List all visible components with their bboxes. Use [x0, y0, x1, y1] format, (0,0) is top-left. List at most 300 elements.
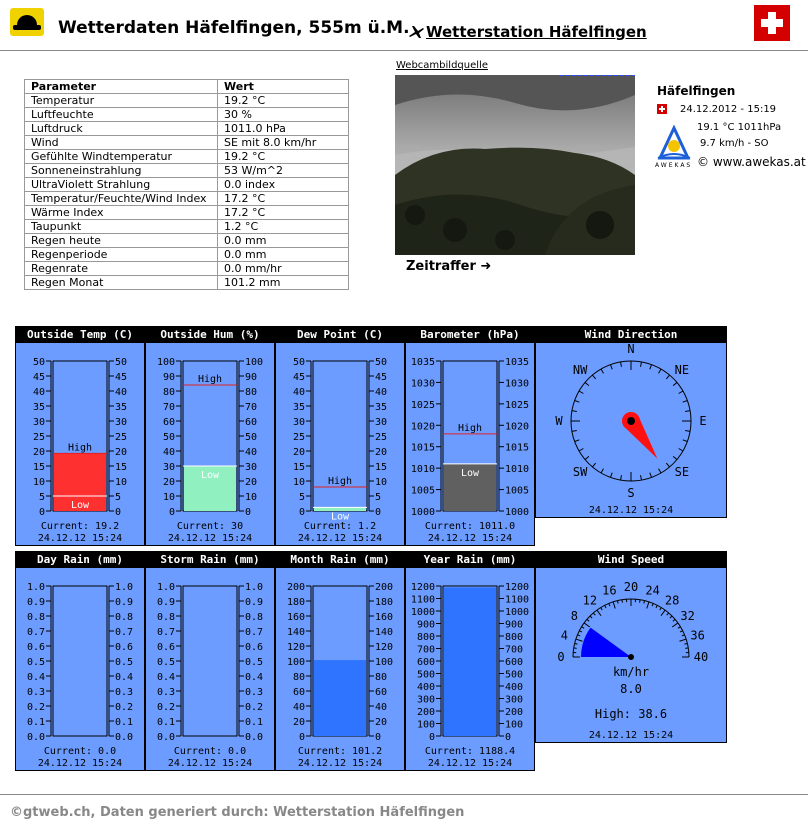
tick-label: 70	[162, 402, 175, 413]
gauge-tick-label: 36	[690, 628, 705, 643]
panel-title: Storm Rain (mm)	[146, 552, 274, 568]
current-value: Current: 1011.0	[424, 521, 516, 532]
barometer-panel	[405, 326, 535, 546]
low-label: Low	[460, 467, 480, 479]
table-row	[25, 136, 349, 150]
compass-tick	[575, 400, 580, 402]
gauge-tick-label: 16	[602, 583, 617, 598]
tick-label: 0.2	[156, 702, 175, 713]
current-value: Current: 0.0	[43, 746, 117, 757]
tick-label: 0.7	[26, 627, 45, 638]
tick-label: 1035	[410, 357, 435, 368]
barometer-chart	[406, 343, 534, 545]
gauge-tick-label: 0	[557, 650, 565, 664]
station-link-label[interactable]: Wetterstation Häfelfingen	[426, 23, 647, 41]
datetime-label: 24.12.12 15:24	[37, 533, 123, 544]
tick-label: 180	[375, 597, 394, 608]
station-link[interactable]	[408, 23, 647, 41]
value-cell: 30 %	[218, 108, 349, 122]
gauge-tick	[647, 602, 649, 609]
dew-point-panel	[275, 326, 405, 546]
gauge-tube	[313, 361, 367, 511]
datetime-label: 24.12.12 15:24	[37, 758, 123, 769]
panel-title: Barometer (hPa)	[406, 327, 534, 343]
tick-label: 0.4	[245, 672, 264, 683]
page-title: Wetterdaten Häfelfingen, 555m ü.M.	[58, 18, 410, 38]
gauge-center	[628, 654, 634, 660]
table-row	[25, 94, 349, 108]
gauge-tick-label: 8	[570, 608, 578, 623]
compass-tick	[659, 469, 662, 473]
gauge-tick	[609, 603, 610, 606]
tick-label: 30	[375, 417, 388, 428]
tick-label: 20	[292, 447, 305, 458]
compass-label: NW	[572, 363, 588, 378]
tick-label: 1.0	[245, 582, 264, 593]
compass-tick	[579, 391, 583, 394]
tick-label: 80	[162, 387, 175, 398]
awekas-temp-pressure: 19.1 °C 1011hPa	[697, 122, 782, 133]
tick-label: 0.2	[26, 702, 45, 713]
footer-text: ©gtweb.ch, Daten generiert durch: Wetterstation Häfelfingen	[10, 805, 465, 820]
tick-label: 10	[162, 492, 175, 503]
value-cell: 19.2 °C	[218, 94, 349, 108]
gauge-tick	[670, 616, 672, 618]
panel-title: Wind Speed	[536, 552, 726, 568]
tick-label: 20	[115, 447, 128, 458]
tick-label: 30	[245, 462, 258, 473]
gauge-tick	[667, 613, 669, 615]
wind-speed-chart	[536, 568, 726, 742]
compass-label: SW	[572, 464, 588, 479]
tick-label: 120	[286, 642, 305, 653]
high-label: High	[327, 476, 353, 487]
table-row	[25, 220, 349, 234]
compass-tick	[610, 365, 612, 370]
tick-label: 1200	[505, 582, 530, 593]
compass-tick	[666, 463, 669, 467]
datetime-label: 24.12.12 15:24	[297, 758, 383, 769]
tick-label: 100	[416, 719, 435, 731]
zeitraffer-link[interactable]	[406, 259, 491, 274]
compass-tick	[601, 369, 604, 373]
compass-tick	[610, 473, 612, 478]
tick-label: 50	[32, 357, 45, 368]
parameter-cell: Temperatur/Feuchte/Wind Index	[25, 192, 218, 206]
tick-label: 160	[375, 612, 394, 623]
tick-label: 0	[375, 732, 382, 743]
wind-speed-panel	[535, 551, 727, 743]
gauge-fill-bar	[444, 587, 496, 736]
tick-label: 20	[162, 477, 175, 488]
table-row	[25, 122, 349, 136]
tick-label: 0.1	[115, 717, 134, 728]
table-row	[25, 178, 349, 192]
wind-speed-fill	[581, 628, 631, 657]
parameter-cell: Regenperiode	[25, 248, 218, 262]
wind-direction-panel	[535, 326, 727, 518]
low-label: Low	[330, 511, 350, 523]
outside-temp-panel	[15, 326, 145, 546]
tick-label: 0.6	[245, 642, 264, 653]
datetime-label: 24.12.12 15:24	[588, 730, 674, 741]
awekas-datetime: 24.12.2012 - 15:19	[680, 104, 777, 115]
tick-label: 0	[428, 732, 435, 743]
day-rain-panel	[15, 551, 145, 771]
tick-label: 0.4	[115, 672, 134, 683]
compass-tick	[650, 473, 652, 478]
parameter-cell: Regenrate	[25, 262, 218, 276]
parameter-cell: Gefühlte Windtemperatur	[25, 150, 218, 164]
tick-label: 25	[115, 432, 128, 443]
value-cell: 1011.0 hPa	[218, 122, 349, 136]
value-cell: SE mit 8.0 km/hr	[218, 136, 349, 150]
plane-icon	[408, 23, 426, 39]
tick-label: 0.4	[26, 672, 45, 683]
table-row	[25, 262, 349, 276]
gauge-tick	[652, 603, 653, 606]
tick-label: 0.5	[156, 657, 175, 668]
current-value: Current: 101.2	[297, 746, 383, 757]
compass-tick	[673, 456, 677, 459]
gauge-tick	[577, 635, 580, 636]
parameter-cell: Regen Monat	[25, 276, 218, 290]
tick-label: 1015	[505, 442, 530, 454]
site-logo[interactable]	[10, 8, 44, 36]
tick-label: 10	[245, 492, 258, 503]
parameter-cell: Regen heute	[25, 234, 218, 248]
column-header-wert: Wert	[218, 80, 349, 94]
tick-label: 0.0	[245, 732, 264, 743]
gauge-tick	[684, 643, 687, 644]
tick-label: 35	[32, 402, 45, 413]
day-rain-chart	[16, 568, 144, 770]
arrow-right-icon: ➜	[480, 259, 492, 274]
tick-label: 0	[375, 507, 382, 518]
parameter-cell: UltraViolett Strahlung	[25, 178, 218, 192]
tick-label: 300	[505, 694, 524, 706]
tick-label: 1030	[505, 378, 530, 390]
current-value: Current: 19.2	[40, 521, 120, 532]
tick-label: 50	[245, 432, 258, 443]
tick-label: 1000	[505, 607, 530, 618]
tick-label: 0.6	[26, 642, 45, 653]
gauge-tick	[587, 619, 589, 621]
tick-label: 80	[292, 672, 305, 683]
tick-label: 15	[292, 462, 305, 473]
compass-tick	[572, 411, 577, 412]
tick-label: 35	[115, 402, 128, 413]
tick-label: 0	[38, 507, 45, 518]
gauge-tick	[579, 631, 582, 632]
tick-label: 0.3	[115, 687, 134, 698]
tick-label: 0.5	[245, 657, 264, 668]
value-cell: 17.2 °C	[218, 192, 349, 206]
tick-label: 40	[375, 387, 388, 398]
tick-label: 300	[416, 694, 435, 706]
tick-label: 0.2	[245, 702, 264, 713]
tick-label: 1005	[505, 485, 530, 497]
tick-label: 0.8	[245, 612, 264, 623]
tick-label: 60	[162, 417, 175, 428]
gauge-tick	[593, 613, 595, 615]
tick-label: 0.2	[115, 702, 134, 713]
low-label: Low	[70, 500, 90, 511]
tick-label: 0.8	[115, 612, 134, 623]
compass-tick	[601, 469, 604, 473]
tick-label: 1010	[410, 464, 435, 476]
tick-label: 0	[298, 507, 305, 518]
tick-label: 90	[245, 372, 258, 383]
tick-label: 100	[156, 357, 175, 368]
tick-label: 50	[115, 357, 128, 368]
parameter-cell: Wind	[25, 136, 218, 150]
tick-label: 0.4	[156, 672, 175, 683]
table-row	[25, 206, 349, 220]
compass-tick	[683, 440, 688, 442]
compass-label: E	[699, 414, 707, 428]
tick-label: 0.5	[115, 657, 134, 668]
tick-label: 600	[416, 657, 435, 668]
value-cell: 17.2 °C	[218, 206, 349, 220]
tick-label: 15	[32, 462, 45, 473]
tick-label: 20	[32, 447, 45, 458]
tick-label: 0.1	[156, 717, 175, 728]
gauge-tick	[673, 619, 675, 621]
value-cell: 1.2 °C	[218, 220, 349, 234]
gauge-tick	[660, 608, 662, 611]
tick-label: 400	[505, 682, 524, 693]
tick-label: 45	[32, 372, 45, 383]
zeitraffer-label[interactable]: Zeitraffer	[406, 259, 476, 274]
compass-tick	[685, 411, 690, 412]
tick-label: 700	[416, 644, 435, 656]
datetime-label: 24.12.12 15:24	[588, 505, 674, 516]
current-value: Current: 0.0	[173, 746, 247, 757]
parameter-cell: Temperatur	[25, 94, 218, 108]
high-label: High	[197, 374, 223, 385]
tick-label: 0.9	[115, 597, 134, 608]
tick-label: 5	[298, 492, 305, 503]
tick-label: 200	[375, 582, 394, 593]
tick-label: 0.7	[115, 627, 134, 638]
tick-label: 5	[115, 492, 122, 503]
tick-label: 900	[416, 619, 435, 631]
tick-label: 600	[505, 657, 524, 668]
tick-label: 30	[115, 417, 128, 428]
gauge-tick	[597, 610, 601, 616]
compass-tick	[683, 400, 688, 402]
dew-point-chart	[276, 343, 404, 545]
value-cell: 0.0 mm	[218, 234, 349, 248]
tick-label: 200	[416, 707, 435, 718]
gauge-fill-bar	[314, 660, 366, 736]
gauge-tube	[183, 586, 237, 736]
value-cell: 0.0 mm/hr	[218, 262, 349, 276]
gauge-tick	[656, 605, 657, 608]
tick-label: 0.0	[156, 732, 175, 743]
parameter-cell: Wärme Index	[25, 206, 218, 220]
wind-direction-chart	[536, 343, 726, 517]
footer-divider	[0, 794, 808, 795]
compass-label: NE	[674, 363, 690, 378]
tick-label: 1015	[410, 442, 435, 454]
tick-label: 1.0	[156, 582, 175, 593]
panel-title: Year Rain (mm)	[406, 552, 534, 568]
tick-label: 500	[416, 669, 435, 681]
tick-label: 40	[292, 702, 305, 713]
tick-label: 100	[375, 657, 394, 668]
gauge-tick	[672, 623, 678, 627]
tick-label: 800	[505, 632, 524, 643]
year-rain-chart	[406, 568, 534, 770]
datetime-label: 24.12.12 15:24	[167, 533, 253, 544]
tick-label: 140	[286, 627, 305, 638]
compass-tick	[621, 475, 622, 480]
compass-tick	[585, 382, 589, 385]
tick-label: 25	[292, 432, 305, 443]
tick-label: 1010	[505, 464, 530, 476]
tick-label: 1025	[505, 399, 530, 411]
tick-label: 30	[292, 417, 305, 428]
tick-label: 500	[505, 669, 524, 681]
tick-label: 180	[286, 597, 305, 608]
tick-label: 1200	[410, 582, 435, 593]
panel-title: Wind Direction	[536, 327, 726, 343]
awekas-wind: 9.7 km/h - SO	[700, 138, 769, 149]
gauge-tick-label: 40	[693, 650, 709, 664]
awekas-logo-text: AWEKAS	[655, 162, 693, 169]
awekas-copyright[interactable]: © www.awekas.at	[697, 155, 806, 169]
column-header-parameter: Parameter	[25, 80, 218, 94]
gauge-tick	[617, 601, 618, 604]
panel-title: Outside Temp (C)	[16, 327, 144, 343]
tick-label: 25	[375, 432, 388, 443]
tick-label: 1000	[410, 507, 435, 518]
tick-label: 35	[292, 402, 305, 413]
compass-tick	[579, 449, 583, 452]
value-cell: 53 W/m^2	[218, 164, 349, 178]
awekas-station-name: Häfelfingen	[657, 84, 736, 98]
tick-label: 160	[286, 612, 305, 623]
tick-label: 60	[292, 687, 305, 698]
tick-label: 50	[162, 432, 175, 443]
tick-label: 70	[245, 402, 258, 413]
tick-label: 120	[375, 642, 394, 653]
high-label: High	[457, 422, 483, 434]
tick-label: 200	[286, 582, 305, 593]
tick-label: 40	[292, 387, 305, 398]
parameter-table	[24, 79, 349, 290]
tick-label: 10	[115, 477, 128, 488]
panel-title: Outside Hum (%)	[146, 327, 274, 343]
tick-label: 40	[32, 387, 45, 398]
gauge-tick	[682, 635, 685, 636]
storm-rain-panel	[145, 551, 275, 771]
tick-label: 80	[245, 387, 258, 398]
gauge-tick	[582, 627, 585, 629]
tick-label: 0.9	[156, 597, 175, 608]
value-cell: 0.0 index	[218, 178, 349, 192]
storm-rain-chart	[146, 568, 274, 770]
compass-tick	[666, 375, 669, 379]
tick-label: 60	[375, 687, 388, 698]
tick-label: 1100	[505, 594, 530, 606]
tick-label: 40	[375, 702, 388, 713]
table-row	[25, 276, 349, 290]
tick-label: 35	[375, 402, 388, 413]
table-row	[25, 234, 349, 248]
tick-label: 100	[286, 657, 305, 668]
compass-label: W	[555, 414, 563, 428]
compass-tick	[585, 456, 589, 459]
tick-label: 400	[416, 682, 435, 693]
compass-tick	[641, 362, 642, 367]
swiss-flag-icon	[754, 5, 790, 41]
compass-tick	[572, 431, 577, 432]
tick-label: 25	[32, 432, 45, 443]
table-row	[25, 164, 349, 178]
tick-label: 140	[375, 627, 394, 638]
parameter-cell: Luftfeuchte	[25, 108, 218, 122]
tick-label: 45	[375, 372, 388, 383]
webcam-source-link[interactable]: Webcambildquelle	[396, 60, 488, 71]
compass-tick	[650, 365, 652, 370]
tick-label: 40	[115, 387, 128, 398]
tick-label: 10	[375, 477, 388, 488]
tick-label: 30	[32, 417, 45, 428]
compass-tick	[621, 362, 622, 367]
tick-label: 0.1	[26, 717, 45, 728]
month-rain-chart	[276, 568, 404, 770]
gauge-tick	[644, 601, 645, 604]
compass-tick	[641, 475, 642, 480]
tick-label: 0.5	[26, 657, 45, 668]
month-rain-panel	[275, 551, 405, 771]
tick-label: 20	[245, 477, 258, 488]
swiss-flag-small-icon	[657, 104, 667, 114]
tick-label: 50	[375, 357, 388, 368]
current-value: Current: 30	[176, 521, 244, 532]
tick-label: 1025	[410, 399, 435, 411]
tick-label: 200	[505, 707, 524, 718]
datetime-label: 24.12.12 15:24	[427, 533, 513, 544]
tick-label: 0	[168, 507, 175, 518]
tick-label: 45	[292, 372, 305, 383]
webcam-image[interactable]	[395, 75, 635, 255]
gauge-tick	[584, 623, 590, 627]
compass-tick	[592, 463, 595, 467]
tick-label: 0.0	[115, 732, 134, 743]
high-label: High	[67, 442, 93, 454]
tick-label: 40	[245, 447, 258, 458]
gauge-tick	[590, 616, 592, 618]
tick-label: 0.6	[156, 642, 175, 653]
outside-hum-chart	[146, 343, 274, 545]
tick-label: 1000	[410, 607, 435, 618]
tick-label: 1.0	[115, 582, 134, 593]
compass-tick	[673, 382, 677, 385]
tick-label: 1100	[410, 594, 435, 606]
table-header-row	[25, 80, 349, 94]
current-value: Current: 1188.4	[424, 746, 516, 757]
tick-label: 0.6	[115, 642, 134, 653]
tick-label: 0	[505, 732, 512, 743]
tick-label: 60	[245, 417, 258, 428]
gauge-tick	[575, 643, 578, 644]
tick-label: 800	[416, 632, 435, 643]
tick-label: 15	[115, 462, 128, 473]
